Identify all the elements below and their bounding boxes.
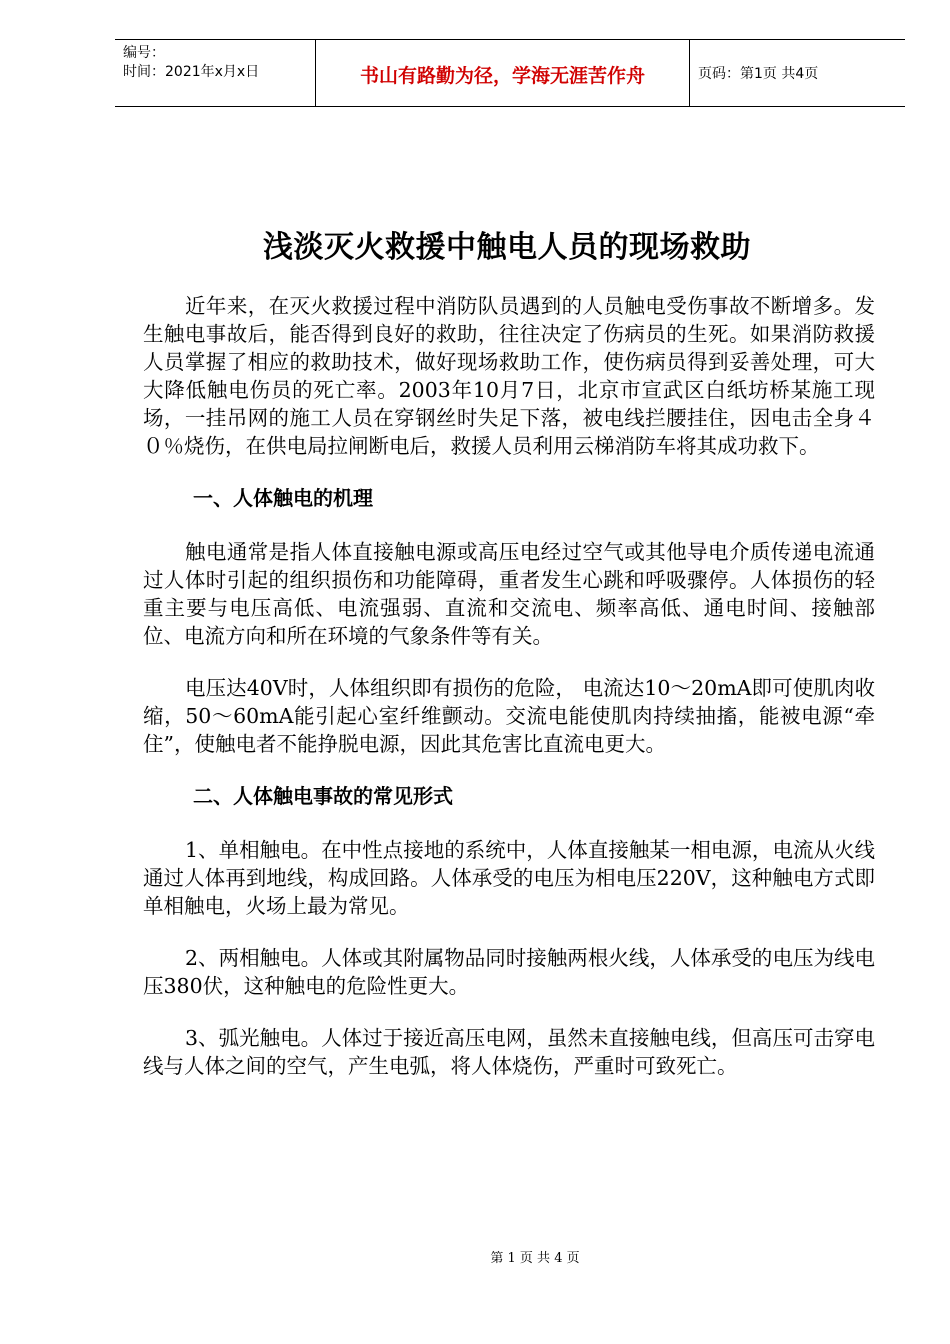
header-meta	[115, 40, 316, 106]
number-label: 编号：	[123, 45, 165, 61]
header-page-info: 页码：第1页 共4页	[698, 66, 819, 82]
page-footer: 第 1 页 共 4 页	[490, 1251, 580, 1266]
time-label: 时间：2021年x月x日	[123, 64, 260, 80]
section2-item-3: 3、弧光触电。人体过于接近高压电网，虽然未直接触电线，但高压可击穿电线与人体之间的空气，产生电弧，将人体烧伤，严重时可致死亡。	[143, 1026, 875, 1078]
header-motto: 书山有路勤为径，学海无涯苦作舟	[316, 40, 690, 106]
section-heading-2: 二、人体触电事故的常见形式	[193, 784, 453, 808]
section-heading-1: 一、人体触电的机理	[193, 486, 373, 510]
section1-paragraph-1: 触电通常是指人体直接触电源或高压电经过空气或其他导电介质传递电流通过人体时引起的组织损伤和功能障碍，重者发生心跳和呼吸骤停。人体损伤的轻重主要与电压高低、电流强弱、直流和交流电、频率高低、通电时间、接触部位、电流方向和所在环境的气象条件等有关。	[143, 540, 875, 648]
section1-paragraph-2: 电压达40V时，人体组织即有损伤的危险， 电流达10～20mA即可使肌肉收缩，50～60mA能引起心室纤维颤动。交流电能使肌肉持续抽搐，能被电源“牵住”，使触电者不能挣脱电源，因此其危害比直流电更大。	[143, 676, 875, 756]
document-body	[143, 292, 875, 1104]
document-title: 浅淡灭火救援中触电人员的现场救助	[263, 230, 751, 265]
intro-paragraph: 近年来，在灭火救援过程中消防队员遇到的人员触电受伤事故不断增多。发生触电事故后，能否得到良好的救助，往往决定了伤病员的生死。如果消防救援人员掌握了相应的救助技术，做好现场救助工作，使伤病员得到妥善处理，可大大降低触电伤员的死亡率。2003年10月7日，北京市宣武区白纸坊桥某施工现场，一挂吊网的施工人员在穿钢丝时失足下落，被电线拦腰挂住，因电击全身４０％烧伤，在供电局拉闸断电后，救援人员利用云梯消防车将其成功救下。	[143, 294, 875, 458]
section2-item-1: 1、单相触电。在中性点接地的系统中，人体直接触某一相电源，电流从火线通过人体再到地线，构成回路。人体承受的电压为相电压220V，这种触电方式即单相触电，火场上最为常见。	[143, 838, 875, 918]
section2-item-2: 2、两相触电。人体或其附属物品同时接触两根火线，人体承受的电压为线电压380伏，这种触电的危险性更大。	[143, 946, 875, 998]
page-header	[115, 39, 905, 107]
